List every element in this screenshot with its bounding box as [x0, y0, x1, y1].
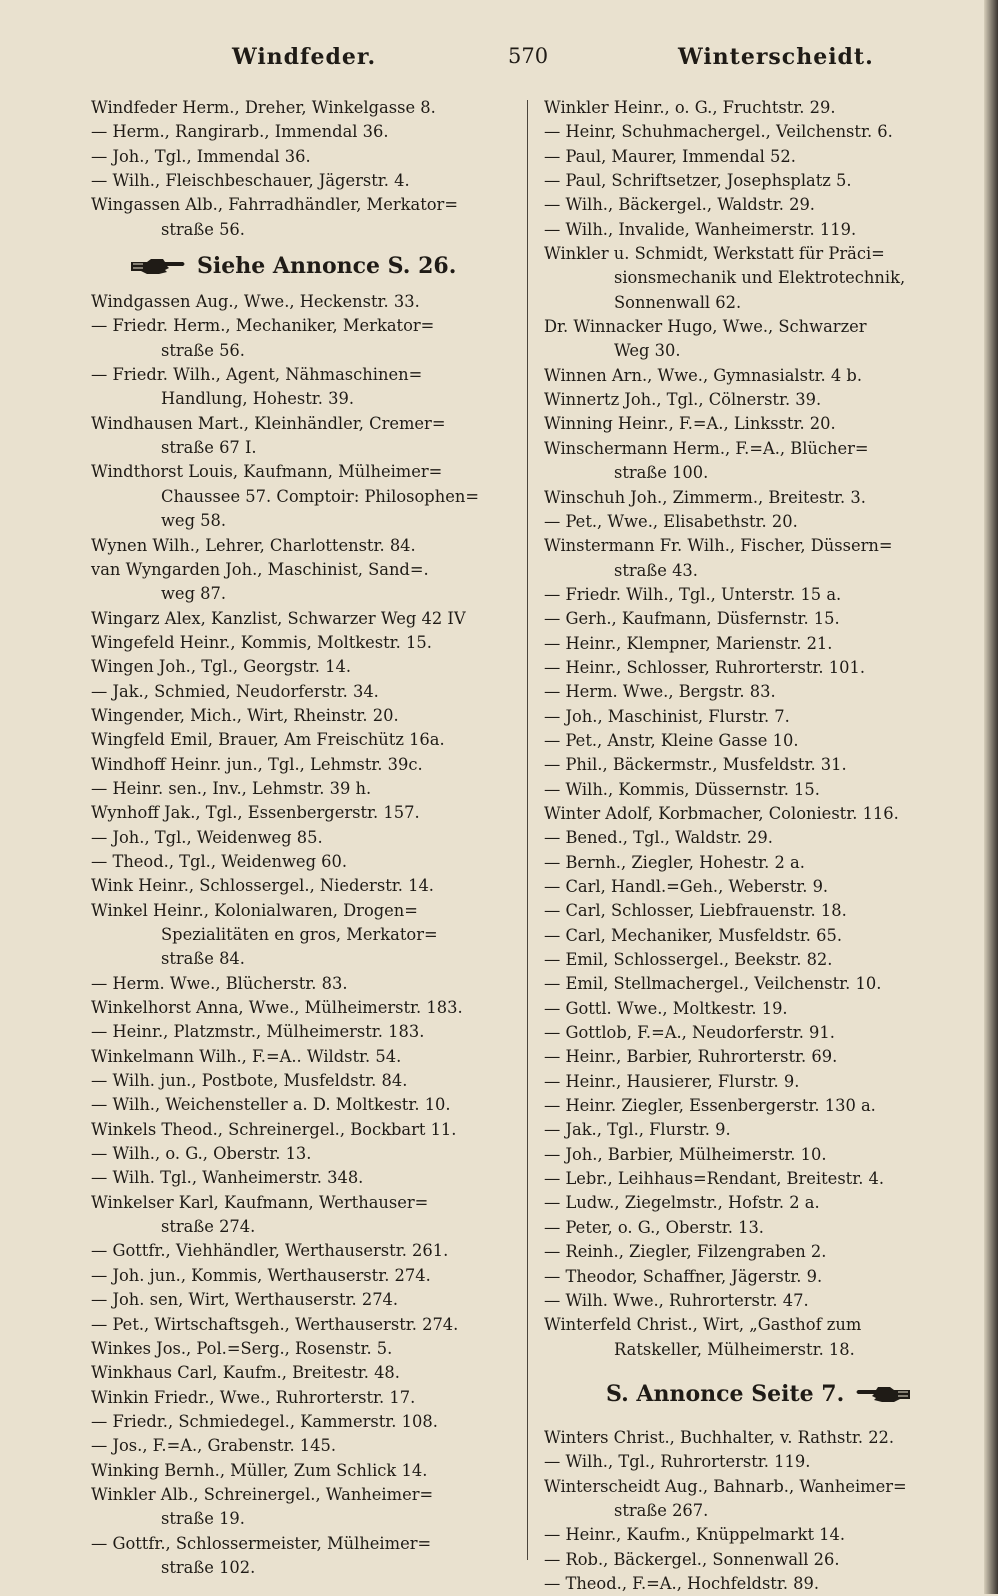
- directory-entry-line: — Heinr., Hausierer, Flurstr. 9.: [544, 1071, 800, 1091]
- directory-entry-line: — Heinr., Kaufm., Knüppelmarkt 14.: [544, 1525, 846, 1545]
- directory-entry-line: Winkler u. Schmidt, Werkstatt für Präci=: [544, 244, 885, 264]
- header-first-entry: Windfeder.: [232, 44, 377, 70]
- directory-entry-line: — Wilh., o. G., Oberstr. 13.: [91, 1144, 312, 1164]
- directory-entry-line: — Theod., Tgl., Weidenweg 60.: [91, 851, 348, 871]
- directory-entry-line: Winterscheidt Aug., Bahnarb., Wanheimer=: [544, 1476, 907, 1496]
- directory-entry-line: — Wilh. Tgl., Wanheimerstr. 348.: [91, 1168, 364, 1188]
- directory-entry-line: — Gerh., Kaufmann, Düsfernstr. 15.: [544, 609, 840, 629]
- directory-entry-line: Winkelmann Wilh., F.=A.. Wildstr. 54.: [91, 1046, 402, 1066]
- directory-entry-line: Winter Adolf, Korbmacher, Coloniestr. 116.: [544, 803, 899, 823]
- directory-entry-line: — Reinh., Ziegler, Filzengraben 2.: [544, 1242, 827, 1262]
- directory-entry-line: — Herm. Wwe., Bergstr. 83.: [544, 682, 776, 702]
- directory-entry-line: — Joh., Barbier, Mülheimerstr. 10.: [544, 1144, 827, 1164]
- pointing-hand-left-icon: [854, 1384, 912, 1404]
- directory-entry-line: — Peter, o. G., Oberstr. 13.: [544, 1217, 764, 1237]
- advertisement-notice: [91, 242, 517, 290]
- directory-entry-line: Winkes Jos., Pol.=Serg., Rosenstr. 5.: [91, 1338, 393, 1358]
- directory-entry-line: Wingassen Alb., Fahrradhändler, Merkator=: [91, 195, 458, 215]
- directory-entry-line: Wingfeld Emil, Brauer, Am Freischütz 16a.: [91, 730, 445, 750]
- entry-continuation-line: Ratskeller, Mülheimerstr. 18.: [614, 1339, 855, 1359]
- directory-entry-line: Winkelhorst Anna, Wwe., Mülheimerstr. 183.: [91, 998, 463, 1018]
- directory-entry-line: Wingarz Alex, Kanzlist, Schwarzer Weg 42 IV: [91, 608, 466, 628]
- entry-continuation-line: Spezialitäten en gros, Merkator=: [161, 925, 438, 944]
- directory-entry-line: — Wilh. Wwe., Ruhrorterstr. 47.: [544, 1290, 809, 1310]
- directory-entry-line: — Heinr. sen., Inv., Lehmstr. 39 h.: [91, 778, 372, 798]
- entry-continuation-line: straße 19.: [161, 1509, 245, 1529]
- directory-entry-line: — Theodor, Schaffner, Jägerstr. 9.: [544, 1266, 823, 1286]
- entry-continuation-line: straße 84.: [161, 949, 245, 969]
- directory-entry-line: — Pet., Wwe., Elisabethstr. 20.: [544, 511, 798, 531]
- directory-entry-line: Winning Heinr., F.=A., Linksstr. 20.: [544, 414, 836, 434]
- directory-entry-line: Winkel Heinr., Kolonialwaren, Drogen=: [91, 900, 418, 920]
- directory-entry-line: Wingefeld Heinr., Kommis, Moltkestr. 15.: [91, 632, 432, 652]
- entry-continuation-line: straße 67 I.: [161, 438, 257, 458]
- directory-entry-line: — Carl, Schlosser, Liebfrauenstr. 18.: [544, 901, 847, 921]
- directory-entry-line: — Friedr., Schmiedegel., Kammerstr. 108.: [91, 1411, 438, 1431]
- directory-entry-line: — Jak., Tgl., Flurstr. 9.: [544, 1120, 731, 1140]
- directory-entry-line: Winterfeld Christ., Wirt, „Gasthof zum: [544, 1315, 862, 1335]
- directory-entry-line: — Friedr. Wilh., Tgl., Unterstr. 15 a.: [544, 584, 842, 604]
- pointing-hand-right-icon: [129, 256, 187, 276]
- page-header: [90, 44, 874, 78]
- entry-continuation-line: Sonnenwall 62.: [614, 292, 742, 312]
- directory-entry-line: — Pet., Wirtschaftsgeh., Werthauserstr. 274.: [91, 1314, 459, 1334]
- entry-continuation-line: weg 58.: [161, 511, 227, 531]
- directory-entry-line: — Friedr. Wilh., Agent, Nähmaschinen=: [91, 365, 423, 385]
- directory-entry-line: Wingen Joh., Tgl., Georgstr. 14.: [91, 657, 351, 677]
- directory-entry-line: — Pet., Anstr, Kleine Gasse 10.: [544, 730, 799, 750]
- directory-entry-line: — Gottfr., Viehhändler, Werthauserstr. 261.: [91, 1241, 449, 1261]
- directory-entry-line: — Wilh., Bäckergel., Waldstr. 29.: [544, 195, 815, 215]
- directory-entry-line: — Emil, Schlossergel., Beekstr. 82.: [544, 950, 833, 970]
- directory-entry-line: — Gottl. Wwe., Moltkestr. 19.: [544, 998, 788, 1018]
- directory-entry-line: Wink Heinr., Schlossergel., Niederstr. 14.: [91, 876, 434, 896]
- directory-entry-line: Winkin Friedr., Wwe., Ruhrorterstr. 17.: [91, 1387, 416, 1407]
- page-edge: [984, 0, 998, 1594]
- directory-entry-line: — Gottfr., Schlossermeister, Mülheimer=: [91, 1533, 432, 1553]
- directory-entry-line: — Friedr. Herm., Mechaniker, Merkator=: [91, 316, 435, 336]
- directory-entry-line: Windhausen Mart., Kleinhändler, Cremer=: [91, 413, 446, 433]
- entry-continuation-line: straße 56.: [161, 340, 245, 360]
- directory-entry-line: Winnertz Joh., Tgl., Cölnerstr. 39.: [544, 390, 822, 410]
- directory-entry-line: Winstermann Fr. Wilh., Fischer, Düssern=: [544, 536, 893, 556]
- directory-entry-line: — Wilh., Weichensteller a. D. Moltkestr. 10.: [91, 1095, 451, 1115]
- directory-entry-line: — Wilh., Fleischbeschauer, Jägerstr. 4.: [91, 171, 410, 191]
- directory-entry-line: — Jos., F.=A., Grabenstr. 145.: [91, 1436, 337, 1456]
- directory-entry-line: — Phil., Bäckermstr., Musfeldstr. 31.: [544, 755, 847, 775]
- directory-entry-line: — Carl, Mechaniker, Musfeldstr. 65.: [544, 925, 843, 945]
- directory-entry-line: Windgassen Aug., Wwe., Heckenstr. 33.: [91, 292, 420, 312]
- directory-entry-line: Winkels Theod., Schreinergel., Bockbart 11.: [91, 1119, 457, 1139]
- directory-entry-line: Wynhoff Jak., Tgl., Essenbergerstr. 157.: [91, 803, 420, 823]
- directory-entry-line: — Herm., Rangirarb., Immendal 36.: [91, 122, 389, 142]
- directory-entry-line: — Heinr., Barbier, Ruhrorterstr. 69.: [544, 1047, 838, 1067]
- entry-continuation-line: sionsmechanik und Elektrotechnik,: [614, 268, 906, 288]
- entry-continuation-line: straße 102.: [161, 1557, 256, 1577]
- directory-entry-line: — Joh., Maschinist, Flurstr. 7.: [544, 706, 790, 726]
- directory-entry-line: Winkelser Karl, Kaufmann, Werthauser=: [91, 1192, 429, 1212]
- directory-entry-line: — Wilh., Invalide, Wanheimerstr. 119.: [544, 219, 857, 239]
- notice-text: S. Annonce Seite 7.: [606, 1380, 845, 1407]
- directory-entry-line: Windthorst Louis, Kaufmann, Mülheimer=: [91, 462, 443, 482]
- column-divider: [527, 100, 528, 1560]
- directory-entry-line: — Joh., Tgl., Weidenweg 85.: [91, 827, 323, 847]
- directory-entry-line: — Wilh. jun., Postbote, Musfeldstr. 84.: [91, 1071, 408, 1091]
- directory-entry-line: Dr. Winnacker Hugo, Wwe., Schwarzer: [544, 317, 867, 337]
- directory-entry-line: Winnen Arn., Wwe., Gymnasialstr. 4 b.: [544, 365, 862, 385]
- directory-entry-line: Wynen Wilh., Lehrer, Charlottenstr. 84.: [91, 535, 416, 555]
- directory-entry-line: Winkhaus Carl, Kaufm., Breitestr. 48.: [91, 1363, 400, 1383]
- directory-entry-line: Windfeder Herm., Dreher, Winkelgasse 8.: [91, 98, 436, 117]
- entry-continuation-line: straße 100.: [614, 463, 709, 483]
- directory-entry-line: Windhoff Heinr. jun., Tgl., Lehmstr. 39c.: [91, 754, 423, 774]
- directory-entry-line: — Wilh., Kommis, Düssernstr. 15.: [544, 779, 820, 799]
- directory-entry-line: Winkler Heinr., o. G., Fruchtstr. 29.: [544, 98, 836, 117]
- directory-entry-line: — Joh. sen, Wirt, Werthauserstr. 274.: [91, 1290, 399, 1310]
- directory-entry-line: Winkler Alb., Schreinergel., Wanheimer=: [91, 1484, 434, 1504]
- directory-entry-line: van Wyngarden Joh., Maschinist, Sand=.: [91, 559, 429, 579]
- directory-entry-line: Winschuh Joh., Zimmerm., Breitestr. 3.: [544, 487, 866, 507]
- directory-entry-line: Winters Christ., Buchhalter, v. Rathstr. 22.: [544, 1427, 895, 1447]
- header-last-entry: Winterscheidt.: [678, 44, 874, 70]
- directory-entry-line: Winschermann Herm., F.=A., Blücher=: [544, 438, 869, 458]
- directory-entry-line: — Joh. jun., Kommis, Werthauserstr. 274.: [91, 1265, 431, 1285]
- directory-entry-line: Winking Bernh., Müller, Zum Schlick 14.: [91, 1460, 428, 1480]
- directory-entry-line: — Herm. Wwe., Blücherstr. 83.: [91, 973, 348, 993]
- page-number: 570: [508, 44, 549, 68]
- directory-entry-line: — Ludw., Ziegelmstr., Hofstr. 2 a.: [544, 1193, 820, 1213]
- directory-entry-line: — Heinr., Platzmstr., Mülheimerstr. 183.: [91, 1022, 425, 1042]
- directory-entry-line: — Heinr., Schlosser, Ruhrorterstr. 101.: [544, 657, 866, 677]
- directory-entry-line: — Heinr. Ziegler, Essenbergerstr. 130 a.: [544, 1096, 876, 1116]
- directory-entry-line: — Paul, Schriftsetzer, Josephsplatz 5.: [544, 171, 852, 191]
- directory-entry-line: — Gottlob, F.=A., Neudorferstr. 91.: [544, 1023, 835, 1043]
- directory-entry-line: — Heinr., Klempner, Marienstr. 21.: [544, 633, 833, 653]
- entry-continuation-line: weg 87.: [161, 584, 227, 604]
- right-column: [544, 96, 966, 1593]
- entry-continuation-line: straße 267.: [614, 1500, 709, 1520]
- entry-continuation-line: Weg 30.: [614, 341, 681, 361]
- entry-continuation-line: straße 43.: [614, 560, 698, 580]
- directory-entry-line: — Rob., Bäckergel., Sonnenwall 26.: [544, 1549, 840, 1569]
- directory-entry-line: — Joh., Tgl., Immendal 36.: [91, 146, 311, 166]
- entry-continuation-line: straße 56.: [161, 219, 245, 239]
- directory-entry-line: Wingender, Mich., Wirt, Rheinstr. 20.: [91, 705, 399, 725]
- left-column: [91, 96, 517, 1576]
- directory-entry-line: — Bernh., Ziegler, Hohestr. 2 a.: [544, 852, 805, 872]
- directory-entry-line: — Heinr, Schuhmachergel., Veilchenstr. 6.: [544, 122, 893, 142]
- directory-entry-line: — Paul, Maurer, Immendal 52.: [544, 146, 796, 166]
- notice-text: Siehe Annonce S. 26.: [197, 253, 457, 280]
- entry-continuation-line: Chaussee 57. Comptoir: Philosophen=: [161, 486, 479, 506]
- entry-continuation-line: Handlung, Hohestr. 39.: [161, 389, 355, 409]
- directory-entry-line: — Theod., F.=A., Hochfeldstr. 89.: [544, 1573, 820, 1593]
- advertisement-notice: [544, 1370, 966, 1418]
- directory-entry-line: — Emil, Stellmachergel., Veilchenstr. 10.: [544, 974, 882, 994]
- directory-entry-line: — Lebr., Leihhaus=Rendant, Breitestr. 4.: [544, 1169, 885, 1189]
- directory-entry-line: — Wilh., Tgl., Ruhrorterstr. 119.: [544, 1452, 811, 1472]
- entry-continuation-line: straße 274.: [161, 1217, 256, 1237]
- directory-entry-line: — Carl, Handl.=Geh., Weberstr. 9.: [544, 877, 829, 896]
- directory-entry-line: — Jak., Schmied, Neudorferstr. 34.: [91, 681, 379, 701]
- directory-entry-line: — Bened., Tgl., Waldstr. 29.: [544, 828, 773, 848]
